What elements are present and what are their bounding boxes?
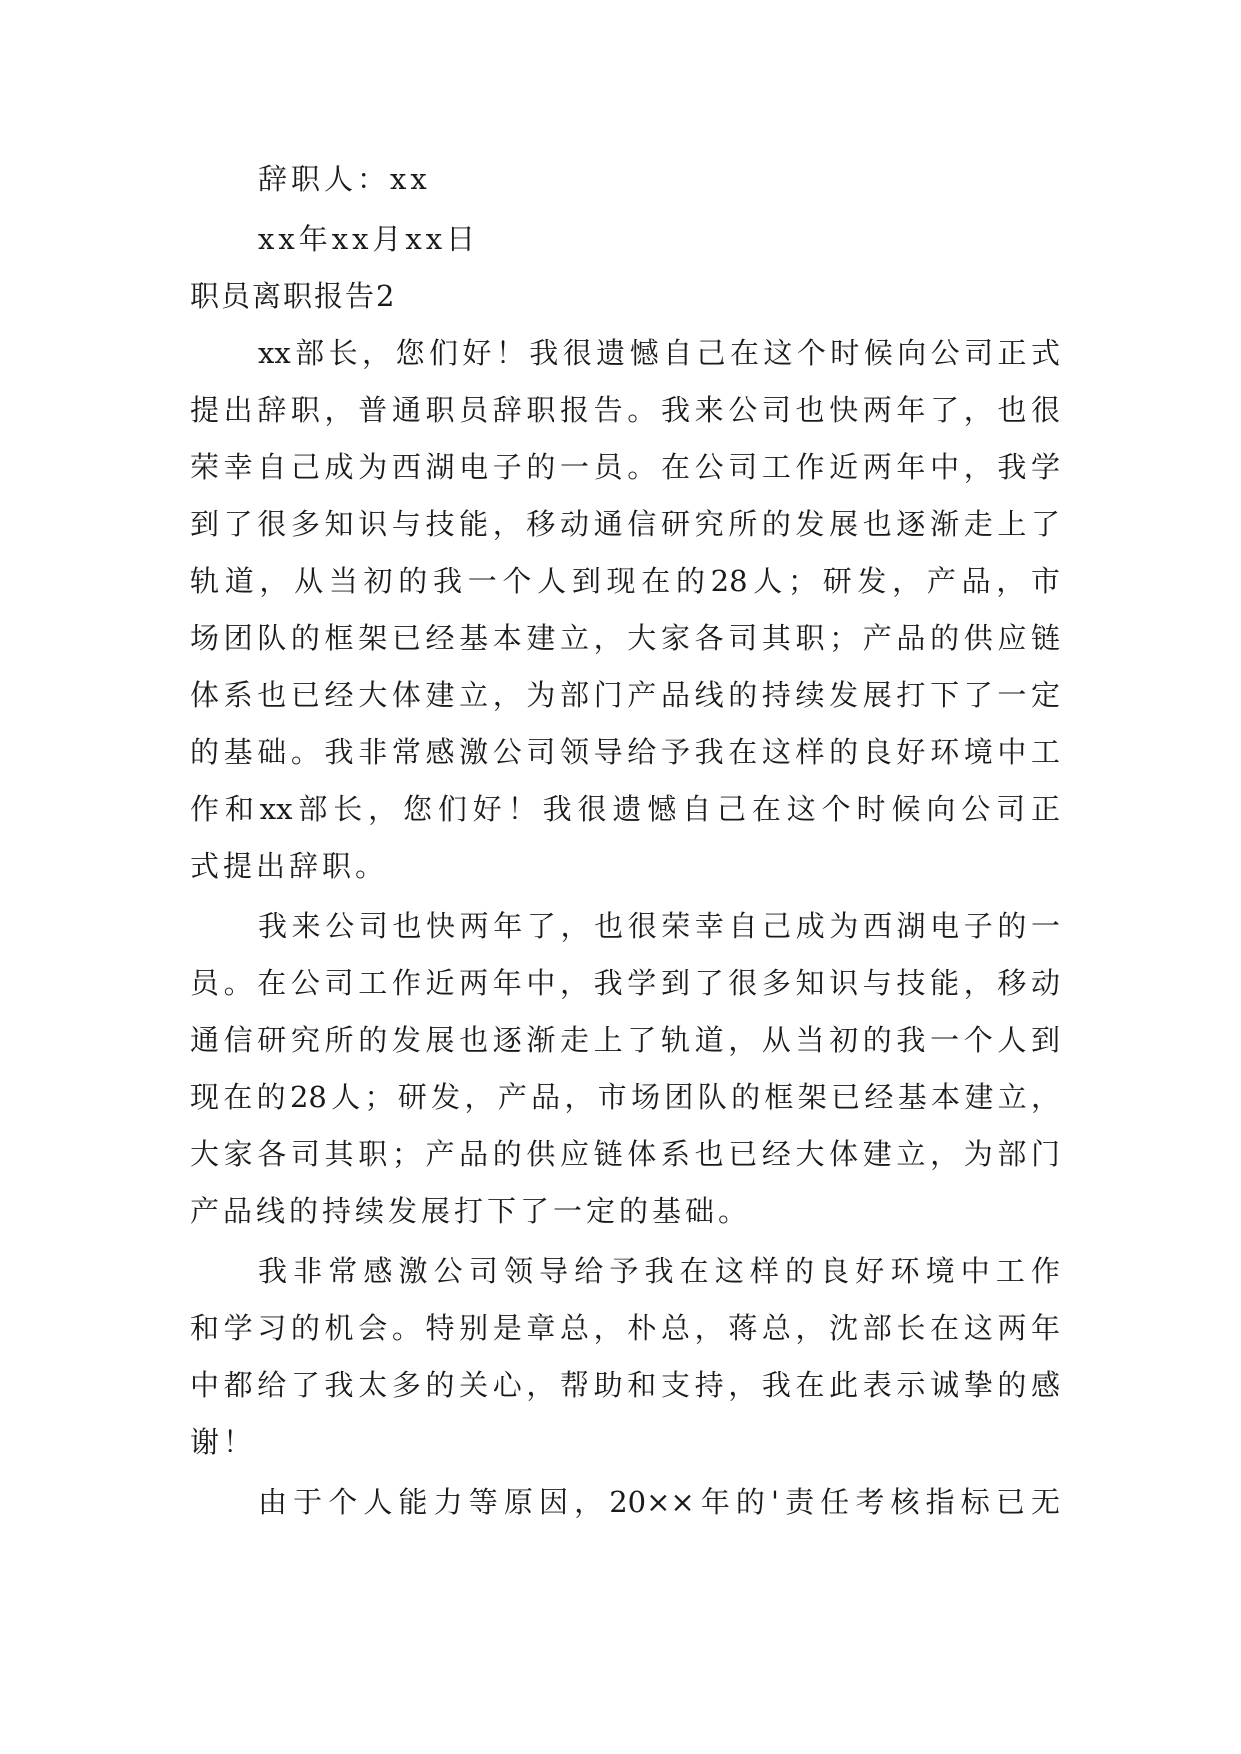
paragraph-line: 通信研究所的发展也逐渐走上了轨道，从当初的我一个人到	[190, 1023, 1060, 1057]
date-line: xx年xx月xx日	[258, 222, 480, 256]
section-title: 职员离职报告2	[190, 279, 397, 313]
paragraph-line: 员。在公司工作近两年中，我学到了很多知识与技能，移动	[190, 966, 1060, 1000]
paragraph-line: 现在的28人；研发，产品，市场团队的框架已经基本建立，	[190, 1080, 1060, 1114]
paragraph-line: 作和xx部长，您们好！我很遗憾自己在这个时候向公司正	[190, 792, 1060, 826]
paragraph-line: 中都给了我太多的关心，帮助和支持，我在此表示诚挚的感	[190, 1368, 1060, 1402]
paragraph-line: 我非常感激公司领导给予我在这样的良好环境中工作	[258, 1254, 1060, 1288]
paragraph-line: 轨道，从当初的我一个人到现在的28人；研发，产品，市	[190, 564, 1060, 598]
paragraph-line: 产品线的持续发展打下了一定的基础。	[190, 1194, 752, 1228]
paragraph-line: 大家各司其职；产品的供应链体系也已经大体建立，为部门	[190, 1137, 1060, 1171]
paragraph-line: 体系也已经大体建立，为部门产品线的持续发展打下了一定	[190, 678, 1060, 712]
paragraph-line: 由于个人能力等原因，20××年的'责任考核指标已无	[258, 1485, 1060, 1519]
paragraph-line: 我来公司也快两年了，也很荣幸自己成为西湖电子的一	[258, 909, 1060, 943]
paragraph-line: 和学习的机会。特别是章总，朴总，蒋总，沈部长在这两年	[190, 1311, 1060, 1345]
paragraph-line: 场团队的框架已经基本建立，大家各司其职；产品的供应链	[190, 621, 1060, 655]
paragraph-line: 提出辞职，普通职员辞职报告。我来公司也快两年了，也很	[190, 393, 1060, 427]
paragraph-line: xx部长，您们好！我很遗憾自己在这个时候向公司正式	[258, 336, 1060, 370]
paragraph-line: 式提出辞职。	[190, 849, 389, 883]
paragraph-line: 的基础。我非常感激公司领导给予我在这样的良好环境中工	[190, 735, 1060, 769]
paragraph-line: 谢！	[190, 1425, 257, 1459]
paragraph-line: 荣幸自己成为西湖电子的一员。在公司工作近两年中，我学	[190, 450, 1060, 484]
resigner-line: 辞职人：xx	[258, 162, 431, 196]
paragraph-line: 到了很多知识与技能，移动通信研究所的发展也逐渐走上了	[190, 507, 1060, 541]
